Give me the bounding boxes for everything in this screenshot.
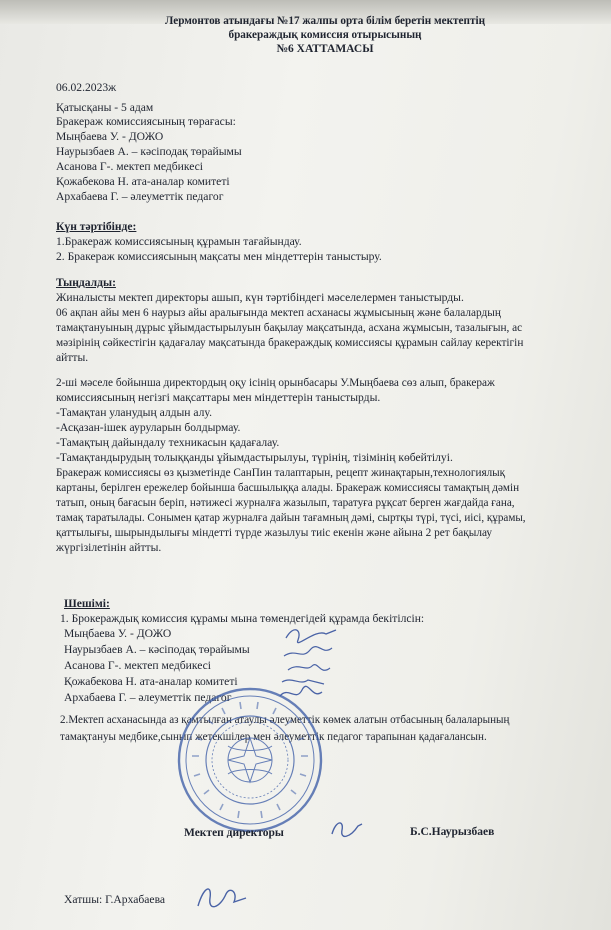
attendees-count: Қатысқаны - 5 адам — [56, 101, 154, 114]
header-line-2: бракераждық комиссия отырысының — [228, 29, 422, 41]
agenda-item-2: 2. Бракераж комиссиясының мақсаты мен міндеттерін таныстыру. — [56, 250, 382, 263]
decision-member-3: Асанова Г-. мектеп медбикесі — [64, 659, 211, 672]
secretary-signature — [194, 880, 250, 914]
heard-p2-line-9: татып, оның бағасын беріп, нәтижесі журналға жазылып, таратуға рұқсат берген жағдайда ғана, — [56, 497, 515, 509]
director-signature — [328, 816, 364, 842]
heard-p1-line-3: тамақтануының дұрыс ұйымдастырылуын бақылау мақсатында, асхана жұмысын, тазалығын, ас — [56, 322, 523, 334]
heard-p1-line-5: айтты. — [56, 351, 89, 364]
decision-member-5: Архабаева Г. – әлеуметтік педагог — [64, 691, 232, 704]
agenda-title: Күн тәртібінде: — [56, 220, 137, 233]
chair-label: Бракераж комиссиясының төрағасы: — [56, 115, 236, 128]
official-stamp — [176, 686, 324, 834]
document-date: 06.02.2023ж — [56, 81, 117, 94]
heard-p2-line-5: -Тамақтың дайындалу техникасын қадағалау. — [56, 436, 280, 449]
attendee-4: Қожабекова Н. ата-аналар комитеті — [56, 175, 230, 188]
heard-p1-line-1: Жиналысты мектеп директоры ашып, күн тәртібіндегі мәселелермен таныстырды. — [56, 291, 464, 304]
director-label: Мектеп директоры — [184, 827, 284, 839]
decision-member-4: Қожабекова Н. ата-аналар комитеті — [64, 675, 238, 688]
attendee-2: Наурызбаев А. – кәсіподақ төрайымы — [56, 145, 242, 158]
attendee-1: Мыңбаева У. - ДОЖО — [56, 130, 164, 143]
agenda-item-1: 1.Бракераж комиссиясының құрамын тағайындау. — [56, 235, 302, 248]
heard-p2-line-1: 2-ші мәселе бойынша директордың оқу ісінің орынбасары У.Мыңбаева сөз алып, бракераж — [56, 377, 495, 389]
heard-p2-line-8: картаны, берілген ережелер бойынша басшылыққа алады. Бракераж комиссиясы тамақтың дәмін — [56, 482, 520, 494]
heard-p2-line-12: жүргізілетінін айтты. — [56, 541, 162, 554]
attendee-3: Асанова Г-. мектеп медбикесі — [56, 160, 203, 173]
heard-p2-line-2: комиссиясының негізгі мақсаттары мен міндеттерін таныстырды. — [56, 391, 381, 404]
heard-title: Тыңдалды: — [56, 276, 116, 289]
decision-item-2-line-1: 2.Мектеп асханасында аз қамтылған атаулы әлеуметтік көмек алатын отбасының балаларының — [60, 714, 510, 726]
header-line-3: №6 ХАТТАМАСЫ — [276, 43, 374, 55]
heard-p1-line-4: мәзірінің сәйкестігін қадағалау мақсатында бракераждық комиссиясы құрамын сайлау керектігін — [56, 337, 524, 349]
heard-p2-line-4: -Асқазан-ішек ауруларын болдырмау. — [56, 421, 241, 434]
decision-item-2-line-2: тамақтануы медбике,сынып жетекшілер мен әлеуметтік педагог тарапынан қадағалансын. — [60, 731, 487, 743]
decision-member-2: Наурызбаев А. – кәсіподақ төрайымы — [64, 643, 250, 656]
heard-p1-line-2: 06 ақпан айы мен 6 наурыз айы аралығында мектеп асханасы жұмысының және балалардың — [56, 307, 501, 319]
header-line-1: Лермонтов атындағы №17 жалпы орта білім беретін мектептің — [164, 15, 486, 27]
heard-p2-line-7: Бракераж комиссиясы өз қызметінде СанПин талаптарын, рецепт жинақтарын,технологиялық — [56, 467, 506, 479]
decision-title: Шешімі: — [64, 597, 110, 610]
heard-p2-line-6: -Тамақтандырудың толыққанды ұйымдастырылуы, түрінің, тізімінің көбейтілуі. — [56, 451, 453, 464]
heard-p2-line-10: тамақ таратылады. Сонымен қатар журналға дайын тағамның дәмі, сыртқы түрі, түсі, иісі, құрамы, — [56, 512, 526, 524]
decision-member-1: Мыңбаева У. - ДОЖО — [64, 627, 172, 640]
decision-item-1: 1. Брокераждық комиссия құрамы мына төмендегідей құрамда бекітілсін: — [60, 612, 425, 625]
director-name: Б.С.Наурызбаев — [410, 826, 495, 838]
secretary: Хатшы: Г.Архабаева — [64, 893, 166, 906]
heard-p2-line-11: қаттылығы, шырындылығы міндетті түрде жазылуы тиіс екенін және айына 2 рет бақылау — [56, 527, 493, 539]
attendee-5: Архабаева Г. – әлеуметтік педагог — [56, 190, 224, 203]
heard-p2-line-3: -Тамақтан уланудың алдын алу. — [56, 406, 212, 419]
